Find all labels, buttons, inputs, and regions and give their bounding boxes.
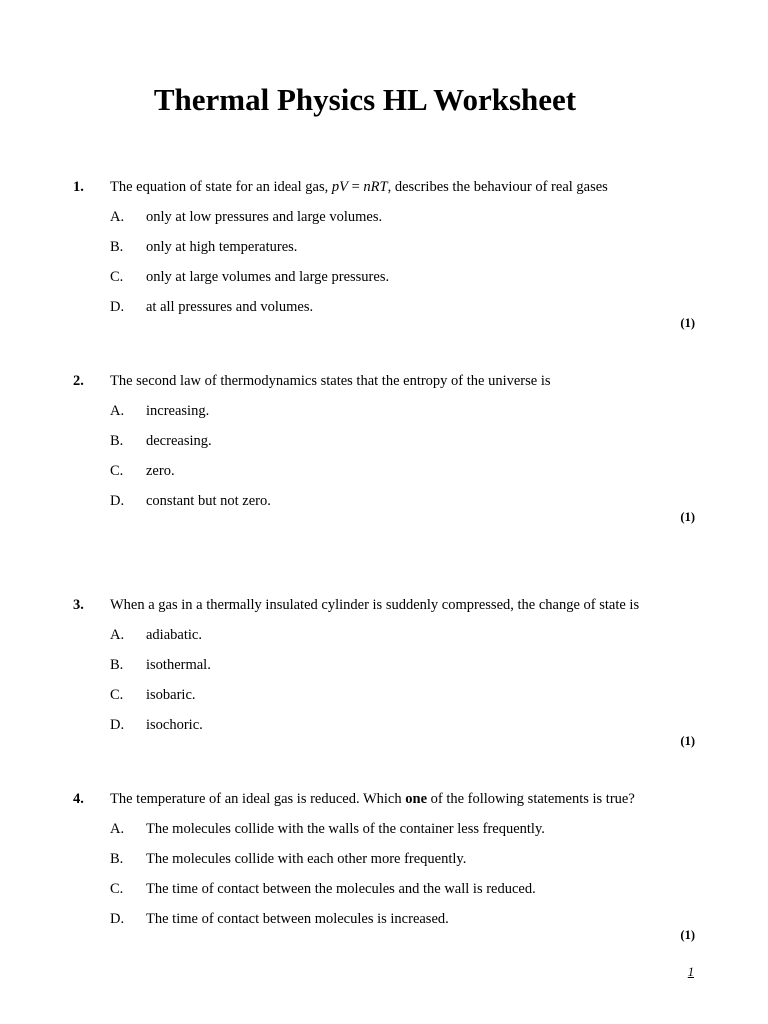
option-text: The molecules collide with the walls of the container less frequently. xyxy=(146,821,545,837)
question-number: 3. xyxy=(73,597,84,613)
option-letter: D. xyxy=(110,911,125,927)
option-text: isobaric. xyxy=(146,687,196,703)
option-text: only at low pressures and large volumes. xyxy=(146,209,383,225)
option-letter: A. xyxy=(110,627,125,643)
option-letter: A. xyxy=(110,821,125,837)
option-text: only at large volumes and large pressures. xyxy=(146,269,390,285)
marks-label: (1) xyxy=(680,928,695,942)
question-number: 2. xyxy=(73,373,84,389)
option-letter: A. xyxy=(110,403,125,419)
option-letter: B. xyxy=(110,433,124,449)
option-text: The time of contact between molecules is increased. xyxy=(146,911,449,927)
option-text: constant but not zero. xyxy=(146,493,271,509)
question-text: The second law of thermodynamics states that the entropy of the universe is xyxy=(110,373,551,389)
option-text: zero. xyxy=(146,463,175,479)
emphasis-one: one xyxy=(405,791,427,807)
question-text-segment: = xyxy=(347,179,364,195)
question-text xyxy=(110,179,608,196)
option-text: only at high temperatures. xyxy=(146,239,298,255)
question-text-segment: of the following statements is true? xyxy=(427,791,635,807)
option-letter: C. xyxy=(110,463,124,479)
option-letter: B. xyxy=(110,239,124,255)
option-text: adiabatic. xyxy=(146,627,202,643)
option-text: isothermal. xyxy=(146,657,211,673)
option-text: The time of contact between the molecules and the wall is reduced. xyxy=(146,881,536,897)
option-letter: B. xyxy=(110,657,124,673)
option-text: at all pressures and volumes. xyxy=(146,299,314,315)
option-text: isochoric. xyxy=(146,717,203,733)
option-letter: C. xyxy=(110,687,124,703)
marks-label: (1) xyxy=(680,316,695,330)
question-number: 1. xyxy=(73,179,84,195)
equation-variable-pv: pV xyxy=(331,179,348,195)
equation-variable-nrt: nRT xyxy=(363,179,388,195)
option-letter: A. xyxy=(110,209,125,225)
question-text: When a gas in a thermally insulated cylinder is suddenly compressed, the change of state is xyxy=(110,597,640,613)
option-text: decreasing. xyxy=(146,433,212,449)
marks-label: (1) xyxy=(680,734,695,748)
option-letter: D. xyxy=(110,493,125,509)
option-letter: D. xyxy=(110,299,125,315)
option-letter: B. xyxy=(110,851,124,867)
option-text: The molecules collide with each other more frequently. xyxy=(146,851,467,867)
question-text xyxy=(110,791,635,808)
question-number: 4. xyxy=(73,791,84,807)
option-text: increasing. xyxy=(146,403,210,419)
question-text-segment: The equation of state for an ideal gas, xyxy=(110,179,332,195)
option-letter: C. xyxy=(110,881,124,897)
question-text-segment: , describes the behaviour of real gases xyxy=(387,179,608,195)
marks-label: (1) xyxy=(680,510,695,524)
page-title: Thermal Physics HL Worksheet xyxy=(153,82,577,117)
page-number: 1 xyxy=(687,965,694,979)
question-text-segment: The temperature of an ideal gas is reduced. Which xyxy=(110,791,406,807)
option-letter: D. xyxy=(110,717,125,733)
option-letter: C. xyxy=(110,269,124,285)
